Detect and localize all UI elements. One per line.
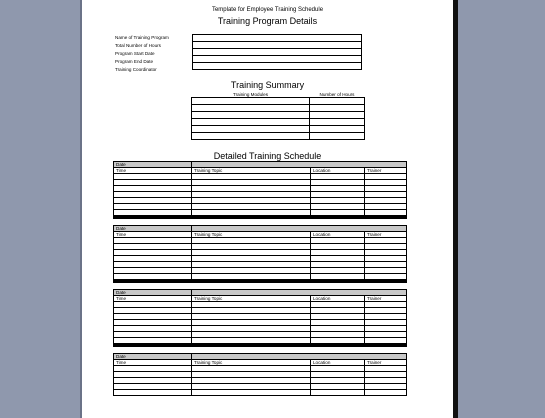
col-trainer: Trainer: [365, 360, 407, 366]
block-separator: [114, 280, 407, 283]
field-label-end-date: Program End Date: [115, 59, 154, 64]
col-training-topic: Training Topic: [192, 168, 311, 174]
col-location: Location: [311, 232, 365, 238]
table-row: [192, 112, 365, 119]
table-row: [192, 98, 365, 105]
field-value-total-hours[interactable]: [193, 42, 362, 49]
program-details-title: Training Program Details: [217, 16, 318, 26]
col-location: Location: [311, 296, 365, 302]
summary-header-modules: Training Modules: [232, 91, 269, 97]
col-time: Time: [114, 360, 192, 366]
program-details-labels: [115, 34, 193, 74]
col-trainer: Trainer: [365, 296, 407, 302]
col-trainer: Trainer: [365, 168, 407, 174]
field-value-program-name[interactable]: [193, 35, 362, 42]
schedule-title: Detailed Training Schedule: [213, 151, 322, 161]
left-page-edge: [80, 0, 82, 418]
block-separator: [114, 216, 407, 219]
col-trainer: Trainer: [365, 232, 407, 238]
field-value-end-date[interactable]: [193, 56, 362, 63]
summary-header-hours: Number of Hours: [319, 91, 355, 97]
table-row: [192, 126, 365, 133]
field-value-start-date[interactable]: [193, 49, 362, 56]
template-title: Template for Employee Training Schedule: [211, 7, 324, 13]
block-separator: [114, 344, 407, 347]
field-label-program-name: Name of Training Program: [115, 35, 169, 40]
date-label: Date: [114, 162, 192, 168]
program-details-table: [192, 34, 362, 70]
col-location: Location: [311, 168, 365, 174]
training-summary-table: [191, 91, 365, 140]
table-row: [192, 133, 365, 140]
col-time: Time: [114, 232, 192, 238]
schedule-block-3: [113, 289, 407, 347]
col-location: Location: [311, 360, 365, 366]
field-label-start-date: Program Start Date: [115, 51, 155, 56]
col-time: Time: [114, 168, 192, 174]
table-row: [114, 390, 407, 396]
summary-title: Training Summary: [230, 80, 305, 90]
date-label: Date: [114, 290, 192, 296]
col-training-topic: Training Topic: [192, 232, 311, 238]
table-row: [192, 105, 365, 112]
col-training-topic: Training Topic: [192, 360, 311, 366]
table-row: [192, 119, 365, 126]
date-label: Date: [114, 354, 192, 360]
schedule-block-1: [113, 161, 407, 219]
right-margin-panel: [458, 0, 545, 418]
left-margin-panel: [0, 0, 80, 418]
date-label: Date: [114, 226, 192, 232]
schedule-block-4: [113, 353, 407, 396]
schedule-block-2: [113, 225, 407, 283]
field-label-coordinator: Training Coordinator: [115, 67, 157, 72]
col-training-topic: Training Topic: [192, 296, 311, 302]
field-value-coordinator[interactable]: [193, 63, 362, 70]
col-time: Time: [114, 296, 192, 302]
field-label-total-hours: Total Number of Hours: [115, 43, 161, 48]
